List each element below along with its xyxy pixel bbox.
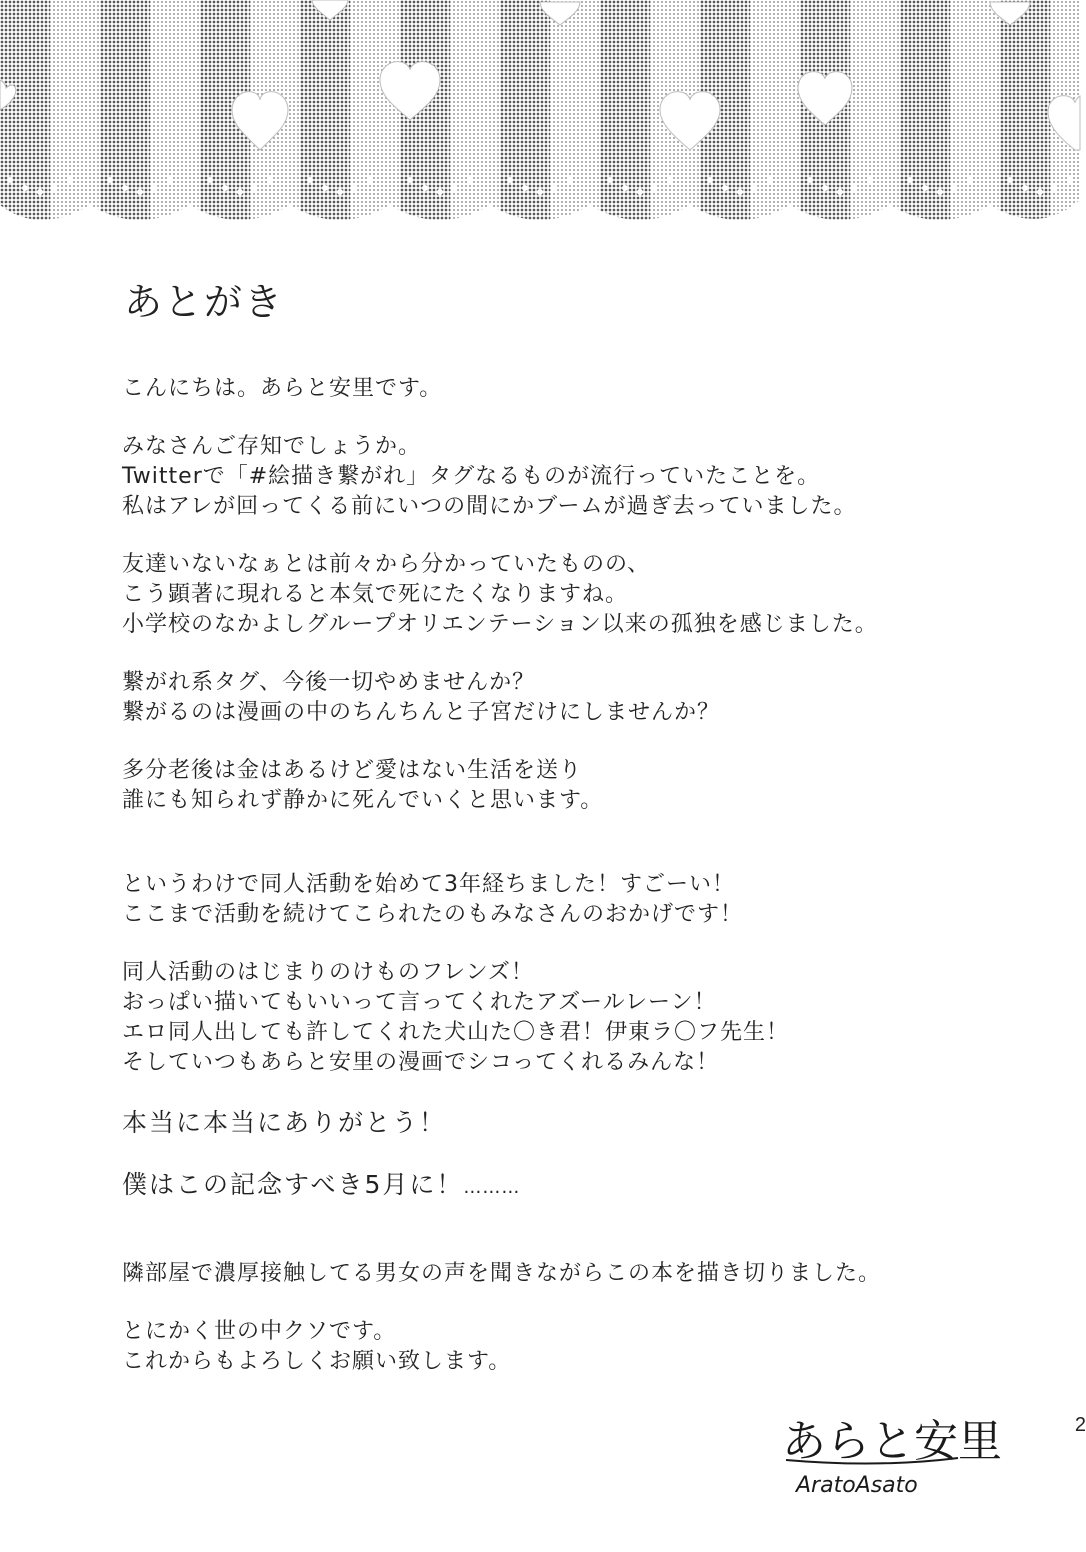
text-line: 同人活動のはじまりのけものフレンズ！ — [122, 959, 534, 985]
paragraph-twitter-tag — [122, 432, 1022, 522]
curtain-stripes — [0, 0, 1080, 235]
text-line: おっぱい描いてもいいって言ってくれたアズールレーン！ — [122, 989, 717, 1015]
text-line: 誰にも知られず静かに死んでいくと思います。 — [122, 787, 604, 813]
text-line: ここまで活動を続けてこられたのもみなさんのおかげです！ — [122, 901, 744, 927]
text-line: これからもよろしくお願い致します。 — [122, 1348, 512, 1374]
text-line: 隣部屋で濃厚接触してる男女の声を聞きながらこの本を描き切りました。 — [122, 1260, 882, 1286]
paragraph-thanks-list — [122, 958, 1022, 1078]
text-line — [122, 1168, 1022, 1205]
text-line: エロ同人出しても許してくれた犬山た〇き君！伊東ラ〇フ先生！ — [122, 1019, 790, 1045]
text-line: 多分老後は金はあるけど愛はない生活を送り — [122, 757, 583, 783]
signature-name-jp: あらと安里 — [782, 1416, 1002, 1467]
afterword-body — [122, 280, 1022, 1405]
paragraph-three-years — [122, 870, 1022, 930]
paragraph-stop-tags — [122, 668, 1022, 728]
text-line: 友達いないなぁとは前々から分かっていたものの、 — [122, 551, 651, 577]
ellipsis: ……… — [463, 1176, 521, 1198]
text-line: こんにちは。あらと安里です。 — [122, 375, 443, 401]
text-line: とにかく世の中クソです。 — [122, 1318, 397, 1344]
text-line: こう顕著に現れると本気で死にたくなりますね。 — [122, 581, 629, 607]
text-line: 繋がれ系タグ、今後一切やめませんか？ — [122, 669, 536, 695]
author-signature — [778, 1400, 1002, 1500]
striped-curtain-header — [0, 0, 1080, 235]
paragraph-closing — [122, 1317, 1022, 1377]
signature-name-en: AratoAsato — [796, 1473, 918, 1498]
paragraph-may — [122, 1168, 1022, 1205]
page-title: あとがき — [124, 280, 285, 324]
paragraph-thank-you — [122, 1106, 1022, 1140]
paragraph-no-friends — [122, 550, 1022, 640]
text-line: 繋がるのは漫画の中のちんちんと子宮だけにしませんか？ — [122, 699, 721, 725]
paragraph-old-age — [122, 756, 1022, 816]
may-text: 僕はこの記念すべき5月に！ — [122, 1169, 464, 1199]
paragraph-greeting — [122, 374, 1022, 404]
text-line: 本当に本当にありがとう！ — [122, 1107, 447, 1137]
text-line: 小学校のなかよしグループオリエンテーション以来の孤独を感じました。 — [122, 611, 878, 637]
text-line: というわけで同人活動を始めて3年経ちました！すごーい！ — [122, 871, 735, 897]
text-line: そしていつもあらと安里の漫画でシコってくれるみんな！ — [122, 1049, 720, 1075]
text-line: 私はアレが回ってくる前にいつの間にかブームが過ぎ去っていました。 — [122, 493, 857, 519]
page-number: 2 — [1074, 1414, 1086, 1436]
paragraph-neighbors — [122, 1259, 1022, 1289]
text-line: みなさんご存知でしょうか。 — [122, 433, 422, 459]
text-line: Twitterで「#絵描き繋がれ」タグなるものが流行っていたことを。 — [122, 463, 821, 489]
